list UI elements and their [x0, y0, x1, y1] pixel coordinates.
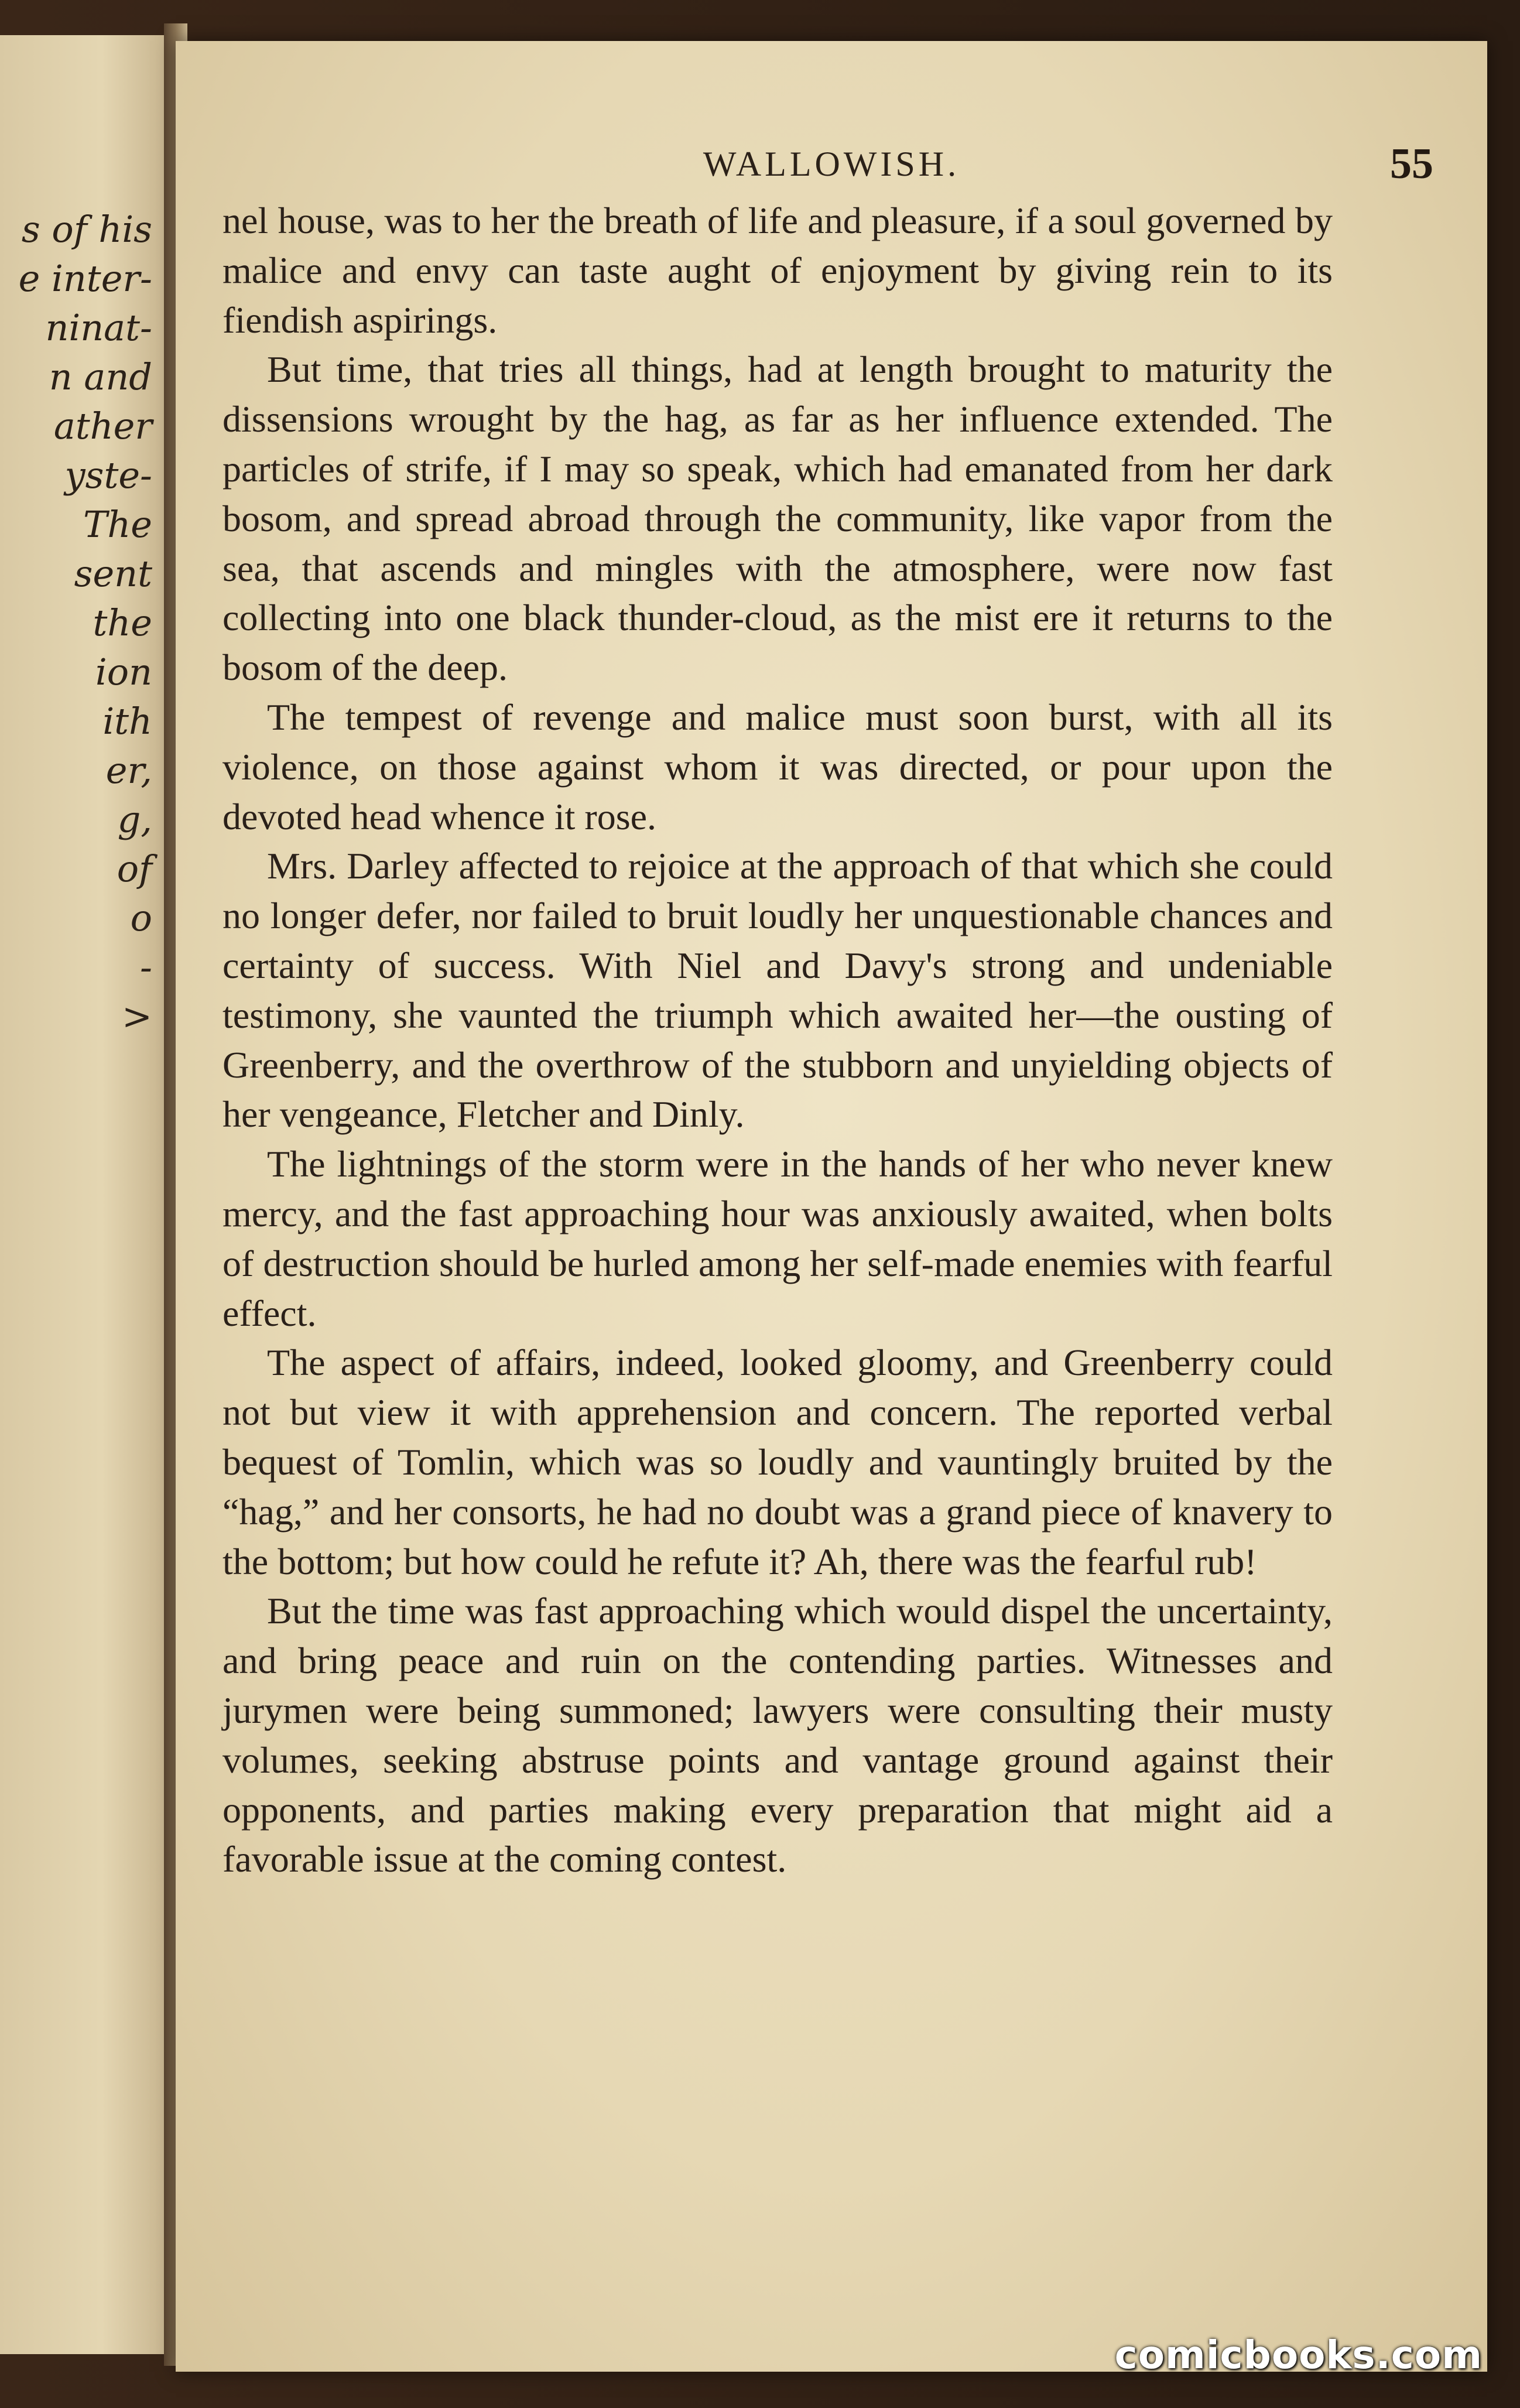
- left-fragment: e inter-: [18, 257, 152, 300]
- left-fragment: ion: [95, 651, 152, 693]
- left-fragment: the: [93, 601, 152, 644]
- left-fragment: yste-: [64, 454, 152, 497]
- left-fragment: er,: [105, 749, 152, 792]
- left-fragment: of: [117, 847, 152, 890]
- left-fragment: ith: [102, 700, 152, 743]
- paragraph: Mrs. Darley affected to rejoice at the approach of that which she could no longer defer, nor failed to bruit loudly her unquestionable chances and certainty of success. With Niel and Davy's strong and undeniable testimony, she vaunted the triumph which awaited her—the ousting of Greenberry, and the overthrow of the stubborn and unyielding objects of her vengeance, Fletcher and Dinly.: [222, 845, 1333, 1135]
- paragraph: But time, that tries all things, had at length brought to maturity the dissensions wrought by the hag, as far as her influence extended. The particles of strife, if I may so speak, which had emanated from her dark bosom, and spread abroad through the community, like vapor from the sea, that ascends and mingles with the atmosphere, were now fast collecting into one black thunder-cloud, as the mist ere it returns to the bosom of the deep.: [222, 348, 1333, 689]
- watermark-text: comicbooks.com: [1114, 2332, 1483, 2378]
- running-header: [176, 140, 1487, 197]
- left-fragment: s of his: [21, 208, 152, 251]
- left-fragment: >: [122, 995, 152, 1038]
- paragraph: But the time was fast approaching which would dispel the uncertainty, and bring peace and ruin on the contending parties. Witnesses and jurymen were being summoned; lawyers were consulting their musty volumes, seeking abstruse points and vantage ground against their opponents, and parties making every preparation that might aid a favorable issue at the coming contest.: [222, 1590, 1333, 1880]
- left-fragment: The: [83, 503, 152, 546]
- running-title: WALLOWISH.: [703, 145, 960, 183]
- left-fragment: ather: [53, 405, 152, 447]
- paragraph: nel house, was to her the breath of life and pleasure, if a soul governed by malice and envy can taste aught of enjoyment by giving rein to its fiendish aspirings.: [222, 200, 1333, 341]
- page-number: 55: [1390, 140, 1433, 188]
- left-fragment: -: [140, 946, 152, 988]
- right-page: [176, 41, 1487, 2372]
- left-fragment: g,: [117, 798, 152, 841]
- left-fragment: ninat-: [45, 306, 152, 349]
- left-page-edge: [0, 35, 172, 2354]
- paragraph: The tempest of revenge and malice must soon burst, with all its violence, on those against whom it was directed, or pour upon the devoted head whence it rose.: [222, 696, 1333, 837]
- paragraph: The aspect of affairs, indeed, looked gloomy, and Greenberry could not but view it with apprehension and concern. The reported verbal bequest of Tomlin, which was so loudly and vauntingly bruited by the “hag,” and her consorts, he had no doubt was a grand piece of knavery to the bottom; but how could he refute it? Ah, there was the fearful rub!: [222, 1342, 1333, 1582]
- paragraph: The lightnings of the storm were in the hands of her who never knew mercy, and the fast approaching hour was anxiously awaited, when bolts of destruction should be hurled among her self-made enemies with fearful effect.: [222, 1143, 1333, 1334]
- left-fragment: o: [130, 897, 152, 939]
- left-fragment: sent: [74, 552, 152, 595]
- left-fragment: n and: [49, 355, 152, 398]
- left-page-fragments: [19, 205, 152, 1041]
- body-text: [222, 196, 1333, 1884]
